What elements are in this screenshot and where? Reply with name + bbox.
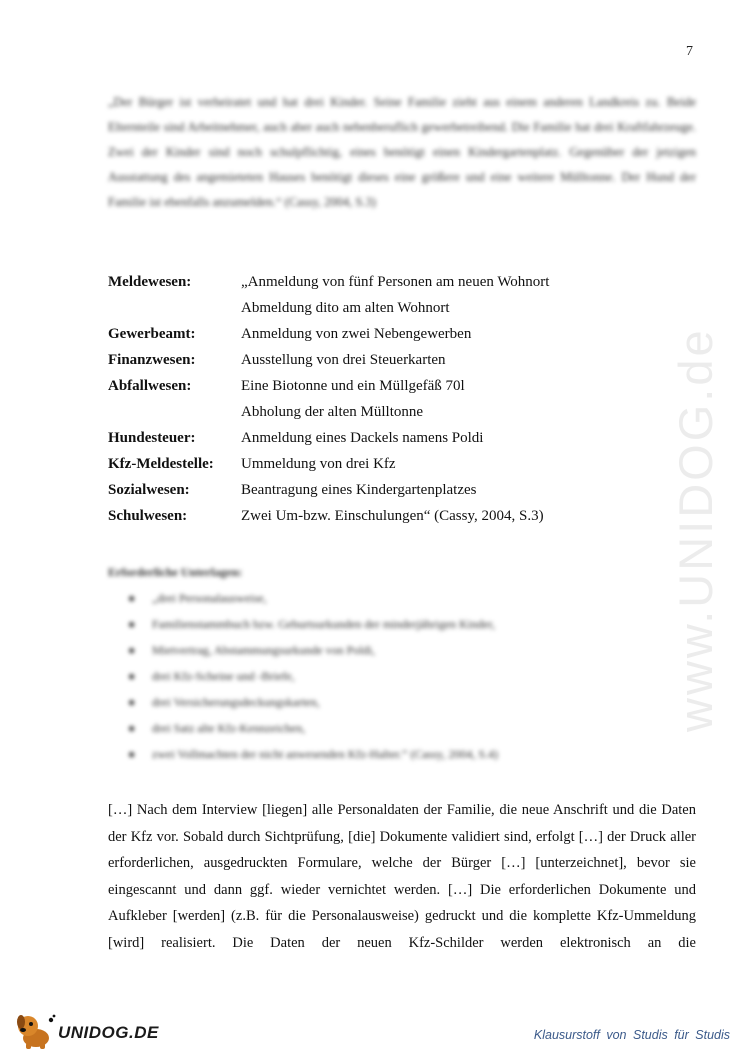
service-label [108, 295, 241, 321]
service-row [108, 451, 668, 477]
footer-tagline: Klausurstoff von Studis für Studis [533, 1028, 730, 1042]
document-item [128, 611, 668, 637]
service-row [108, 321, 668, 347]
document-item-text: zwei Vollmachten der nicht anwesenden Kfz-Halter.“ (Cassy, 2004, S.4) [152, 747, 499, 761]
service-row [108, 503, 668, 529]
document-item [128, 715, 668, 741]
service-value: „Anmeldung von fünf Personen am neuen Wohnort [241, 274, 550, 290]
service-row [108, 295, 668, 321]
service-value: Eine Biotonne und ein Müllgefäß 70l [241, 378, 465, 394]
logo-text: UNIDOG.DE [58, 1023, 159, 1042]
body-text-block [108, 797, 696, 956]
service-row [108, 399, 668, 425]
body-text: […] Nach dem Interview [liegen] alle Personaldaten der Familie, die neue Anschrift und die Daten der Kfz vor. Sobald durch Sichtprüfung, [die] Dokumente validiert sind, erfolgt […] der Druck aller erforderlichen, ausgedruckten Formulare, welche der Bürger […] [unterzeichnet], bevor sie eingescannt und dann ggf. wieder vernichtet werden. […] Die erforderlichen Dokumente und Aufkleber [werden] (z.B. für die Personalausweise) gedruckt und die komplette Kfz-Ummeldung [wird] realisiert. Die Daten der neuen Kfz-Schilder werden elektronisch an die [108, 802, 696, 951]
watermark-text: www.UNIDOG.de [669, 327, 722, 732]
service-label: Abfallwesen: [108, 378, 192, 394]
service-label: Sozialwesen: [108, 482, 190, 498]
bullet-icon: ● [128, 695, 136, 709]
document-item [128, 585, 668, 611]
document-item [128, 663, 668, 689]
document-item [128, 637, 668, 663]
page-number: 7 [686, 44, 693, 59]
bullet-icon: ● [128, 747, 136, 761]
document-item-text: Mietvertrag, Abstammungsurkunde von Poldi, [152, 643, 375, 657]
documents-heading: Erforderliche Unterlagen: [108, 565, 243, 579]
intro-quote-block [108, 90, 696, 215]
document-item-text: drei Versicherungsdeckungskarten, [152, 695, 320, 709]
service-row [108, 425, 668, 451]
document-item [128, 689, 668, 715]
service-value: Ausstellung von drei Steuerkarten [241, 352, 446, 368]
watermark [664, 280, 724, 740]
document-item-text: drei Kfz-Scheine und -Briefe, [152, 669, 295, 683]
service-label: Finanzwesen: [108, 352, 196, 368]
service-label [108, 399, 241, 425]
service-row [108, 373, 668, 399]
service-row [108, 269, 668, 295]
bullet-icon: ● [128, 617, 136, 631]
bullet-icon: ● [128, 591, 136, 605]
service-label: Kfz-Meldestelle: [108, 456, 214, 472]
service-label: Gewerbeamt: [108, 326, 196, 342]
service-row [108, 347, 668, 373]
service-value: Anmeldung von zwei Nebengewerben [241, 326, 472, 342]
service-label: Meldewesen: [108, 274, 192, 290]
service-value: Ummeldung von drei Kfz [241, 456, 396, 472]
bullet-icon: ● [128, 721, 136, 735]
bullet-icon: ● [128, 669, 136, 683]
services-table [108, 269, 668, 529]
service-value: Beantragung eines Kindergartenplatzes [241, 482, 477, 498]
service-label: Schulwesen: [108, 508, 188, 524]
service-value: Abholung der alten Mülltonne [241, 404, 424, 420]
service-value: Anmeldung eines Dackels namens Poldi [241, 430, 484, 446]
document-item [128, 741, 668, 767]
service-row [108, 477, 668, 503]
documents-section [108, 559, 668, 767]
service-value: Abmeldung dito am alten Wohnort [241, 300, 450, 316]
footer-logo[interactable] [14, 1010, 164, 1050]
document-item-text: Familienstammbuch bzw. Geburtsurkunden der minderjährigen Kinder, [152, 617, 495, 631]
document-item-text: drei Satz alte Kfz-Kennzeichen, [152, 721, 306, 735]
service-label: Hundesteuer: [108, 430, 196, 446]
dog-logo-icon [14, 1010, 56, 1050]
document-item-text: „drei Personalausweise, [152, 591, 267, 605]
documents-list [108, 585, 668, 767]
bullet-icon: ● [128, 643, 136, 657]
intro-quote-text: „Der Bürger ist verheiratet und hat drei Kinder. Seine Familie zieht aus einem anderen Landkreis zu. Beide Elternteile sind Arbeitnehmer, auch aber auch nebenberuflich gewerbetreibend. Die Familie hat drei Kraftfahrzeuge. Zwei der Kinder sind noch schulpflichtig, eines benötigt einen Kindergartenplatz. Gegenüber der jetzigen Ausstattung des angemieteten Hauses benötigt dieses eine größere und eine weitere Mülltonne. Der Hund der Familie ist ebenfalls anzumelden.“ (Cassy, 2004, S.3) [108, 95, 696, 209]
service-value: Zwei Um-bzw. Einschulungen“ (Cassy, 2004, S.3) [241, 508, 544, 524]
